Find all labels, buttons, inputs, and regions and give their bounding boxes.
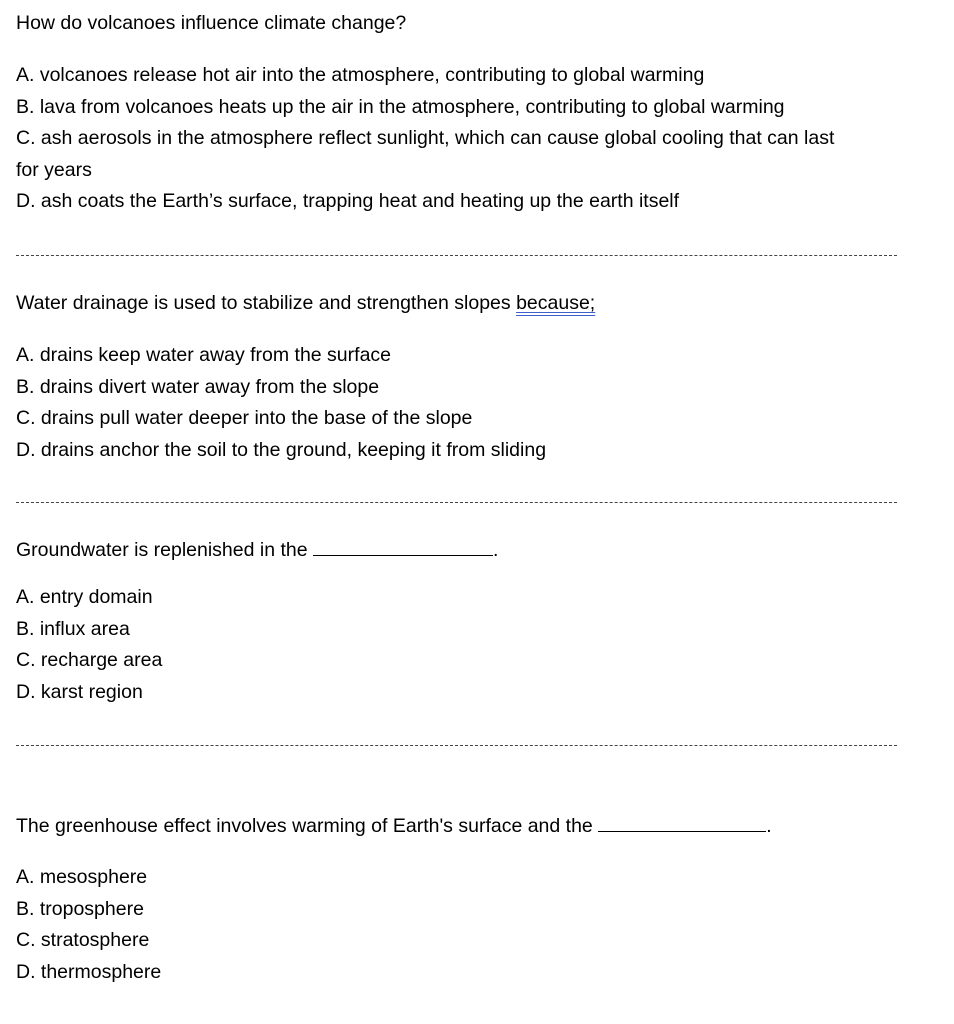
question-4-options [16,862,161,988]
question-4-option-d: D. thermosphere [16,960,162,983]
question-4-option-b: B. troposphere [16,897,144,920]
question-2-prompt-text: Water drainage is used to stabilize and strengthen slopes [16,292,517,314]
separator-3 [16,745,897,746]
question-1-options [16,60,834,218]
question-1-option-c: C. ash aerosols in the atmosphere reflect sunlight, which can cause global cooling that can last [16,127,835,149]
question-4-prompt-end: . [766,815,772,837]
question-4-option-a: A. mesosphere [16,866,148,888]
question-2-prompt [16,292,595,315]
question-3-answer-blank [313,554,493,556]
question-2-prompt-flagged-word: because; [516,292,596,314]
question-3-prompt-text: Groundwater is replenished in the [16,539,314,561]
question-2-option-a: A. drains keep water away from the surface [16,344,392,366]
question-2-option-b: B. drains divert water away from the slope [16,375,380,398]
question-1-prompt: How do volcanoes influence climate change? [16,12,407,34]
question-2-option-c: C. drains pull water deeper into the base of the slope [16,407,473,429]
question-1-option-d: D. ash coats the Earth’s surface, trapping heat and heating up the earth itself [16,190,680,212]
question-3-option-a: A. entry domain [16,586,153,608]
question-3-prompt [16,539,498,562]
question-3-prompt-end: . [493,539,499,561]
question-3-options [16,582,162,708]
question-2-options [16,340,546,466]
question-3-option-c: C. recharge area [16,649,163,671]
question-4-answer-blank [598,830,766,832]
question-3-option-b: B. influx area [16,617,130,640]
question-1-option-a: A. volcanoes release hot air into the atmosphere, contributing to global warming [16,64,705,86]
question-1-option-c-continued: for years [16,158,92,181]
question-3-option-d: D. karst region [16,680,143,703]
question-4-prompt-text: The greenhouse effect involves warming of Earth's surface and the [16,815,599,837]
question-4-prompt [16,815,772,838]
question-1-option-b: B. lava from volcanoes heats up the air in the atmosphere, contributing to global warming [16,95,785,118]
question-4-option-c: C. stratosphere [16,929,150,951]
separator-1 [16,255,897,256]
question-2-option-d: D. drains anchor the soil to the ground, keeping it from sliding [16,438,547,461]
separator-2 [16,502,897,503]
